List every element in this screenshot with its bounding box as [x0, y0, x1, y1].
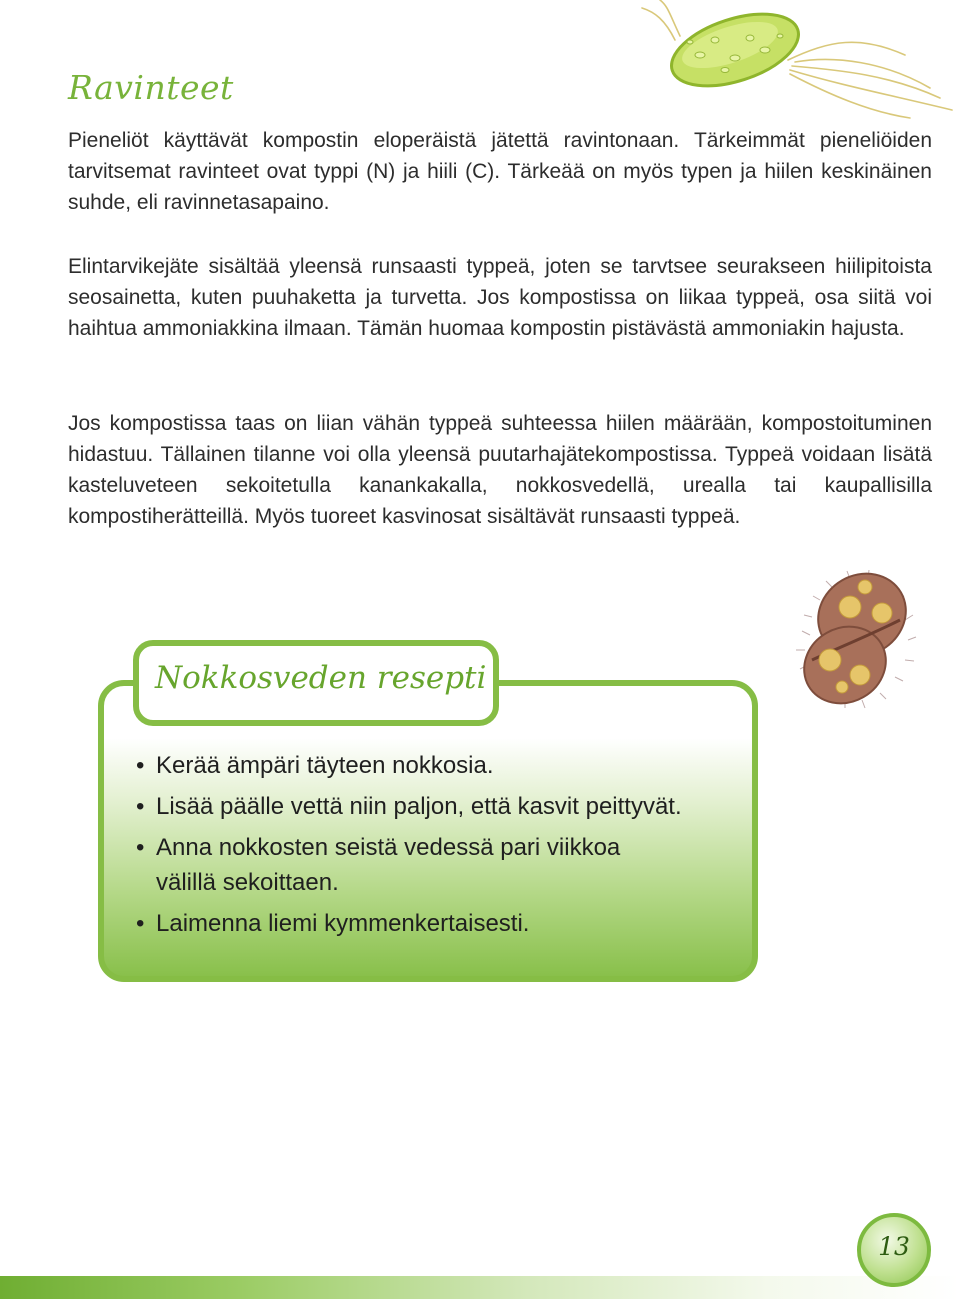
- recipe-list: [136, 748, 746, 947]
- footer-gradient-bar: [0, 1276, 960, 1299]
- page-number: 13: [878, 1232, 910, 1261]
- paragraph-nutrients: Pieneliöt käyttävät kompostin eloperäistä jätettä ravintonaan. Tärkeimmät pieneliöiden tarvitsemat ravinteet ovat typpi (N) ja hiili (C). Tärkeää on myös typen ja hiilen keskinäinen suhde, eli ravinnetasapaino.: [68, 129, 932, 214]
- recipe-step: • Anna nokkosten seistä vedessä pari viikkoa välillä sekoittaen.: [136, 830, 676, 900]
- paragraph-food-waste: Elintarvikejäte sisältää yleensä runsaasti typpeä, joten se tarvtsee seurakseen hiilipitoista seosainetta, kuten puuhaketta ja turvetta. Jos kompostissa on liikaa typpeä, osa siitä voi haihtua ammoniakkina ilmaan. Tämän huomaa kompostin pistävästä ammoniakin hajusta.: [68, 255, 932, 340]
- recipe-step: • Kerää ämpäri täyteen nokkosia.: [136, 748, 746, 783]
- cell-illustration: [790, 565, 925, 725]
- recipe-step: • Lisää päälle vettä niin paljon, että kasvit peittyvät.: [136, 789, 746, 824]
- section-heading: Ravinteet: [68, 68, 234, 107]
- bacterium-illustration: [640, 0, 960, 125]
- paragraph-low-nitrogen: Jos kompostissa taas on liian vähän typpeä suhteessa hiilen määrään, kompostoituminen hidastuu. Tällainen tilanne voi olla yleensä puutarhajätekompostissa. Typpeä voidaan lisätä kasteluveteen sekoitetulla kanankakalla, nokkosvedellä, urealla tai kaupallisilla kompostiherätteillä. Myös tuoreet kasvinosat sisältävät runsaasti typpeä.: [68, 412, 932, 528]
- recipe-step: • Laimenna liemi kymmenkertaisesti.: [136, 906, 746, 941]
- recipe-title: Nokkosveden resepti: [155, 660, 487, 696]
